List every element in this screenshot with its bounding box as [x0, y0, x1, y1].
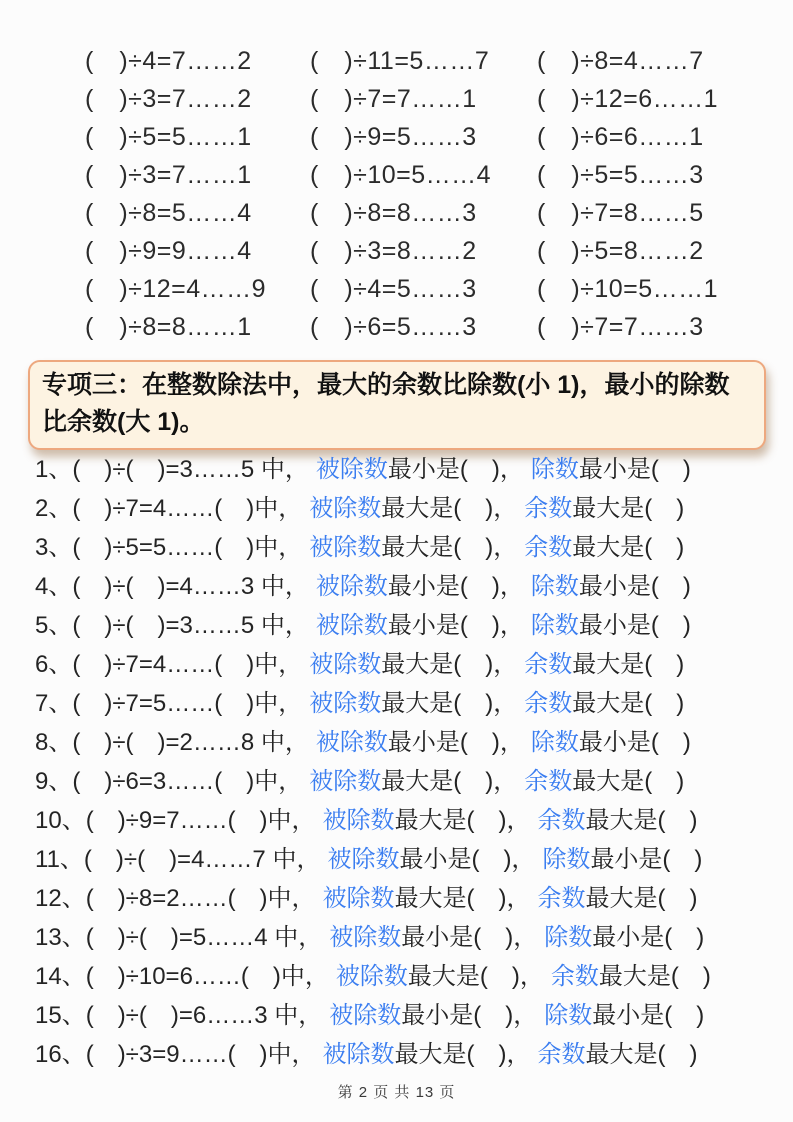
- equation-cell: ( )÷8=8……1: [85, 313, 252, 341]
- question-tail: 最大是( ): [572, 534, 685, 561]
- question-mid: 最大是( )，: [394, 1041, 531, 1068]
- equation-cell: ( )÷3=7……1: [85, 161, 252, 189]
- equation-cell: ( )÷12=4……9: [85, 275, 267, 303]
- question-number: 4、: [35, 573, 73, 600]
- question-row: [35, 915, 781, 954]
- equation-cell: ( )÷8=8……3: [310, 199, 477, 227]
- question-number: 1、: [35, 456, 73, 483]
- highlighted-term-first: 被除数: [322, 1041, 395, 1068]
- question-equation: ( )÷( )=3……5 中，: [72, 456, 309, 483]
- equation-cell: ( )÷7=8……5: [537, 199, 704, 227]
- question-equation: ( )÷3=9……( )中，: [85, 1041, 316, 1068]
- question-tail: 最大是( ): [572, 495, 685, 522]
- equation-cell: ( )÷9=5……3: [310, 123, 477, 151]
- question-row: [35, 759, 781, 798]
- highlighted-term-first: 被除数: [329, 1002, 402, 1029]
- question-equation: ( )÷( )=3……5 中，: [72, 612, 309, 639]
- highlighted-term-second: 除数: [530, 456, 579, 483]
- question-equation: ( )÷( )=4……3 中，: [72, 573, 309, 600]
- equation-cell: ( )÷6=6……1: [537, 123, 704, 151]
- question-mid: 最大是( )，: [394, 807, 531, 834]
- question-number: 5、: [35, 612, 73, 639]
- question-row: [35, 525, 781, 564]
- highlighted-term-second: 除数: [530, 729, 579, 756]
- question-equation: ( )÷( )=2……8 中，: [72, 729, 309, 756]
- highlighted-term-first: 被除数: [309, 495, 382, 522]
- equation-cell: ( )÷12=6……1: [537, 85, 719, 113]
- highlighted-term-second: 余数: [524, 495, 573, 522]
- question-tail: 最大是( ): [572, 651, 685, 678]
- question-row: [35, 642, 781, 681]
- question-equation: ( )÷9=7……( )中，: [85, 807, 316, 834]
- question-mid: 最大是( )，: [381, 651, 518, 678]
- question-row: [35, 954, 781, 993]
- equation-cell: ( )÷8=4……7: [537, 47, 704, 75]
- equation-cell: ( )÷8=5……4: [85, 199, 252, 227]
- highlighted-term-first: 被除数: [315, 456, 388, 483]
- highlighted-term-second: 除数: [530, 573, 579, 600]
- question-tail: 最小是( ): [592, 924, 705, 951]
- highlighted-term-second: 余数: [524, 768, 573, 795]
- question-number: 11、: [35, 846, 84, 873]
- highlighted-term-second: 余数: [537, 1041, 586, 1068]
- highlighted-term-second: 除数: [544, 1002, 593, 1029]
- question-mid: 最小是( )，: [387, 456, 524, 483]
- question-mid: 最大是( )，: [381, 495, 518, 522]
- question-number: 7、: [35, 690, 73, 717]
- question-tail: 最大是( ): [585, 885, 698, 912]
- question-number: 10、: [35, 807, 86, 834]
- question-row: [35, 798, 781, 837]
- equation-cell: ( )÷10=5……1: [537, 275, 719, 303]
- question-mid: 最小是( )，: [399, 846, 536, 873]
- question-row: [35, 564, 781, 603]
- highlighted-term-first: 被除数: [335, 963, 408, 990]
- question-row: [35, 993, 781, 1032]
- question-equation: ( )÷( )=5……4 中，: [85, 924, 323, 951]
- highlighted-term-first: 被除数: [309, 534, 382, 561]
- question-number: 9、: [35, 768, 73, 795]
- question-tail: 最小是( ): [578, 456, 691, 483]
- question-row: [35, 447, 781, 486]
- question-equation: ( )÷7=5……( )中，: [72, 690, 303, 717]
- question-mid: 最大是( )，: [407, 963, 544, 990]
- question-row: [35, 681, 781, 720]
- question-tail: 最大是( ): [572, 690, 685, 717]
- equation-cell: ( )÷3=8……2: [310, 237, 477, 265]
- question-mid: 最大是( )，: [381, 690, 518, 717]
- section-header-text: 专项三：在整数除法中，最大的余数比除数(小 1)，最小的除数比余数(大 1)。: [42, 371, 730, 436]
- question-mid: 最大是( )，: [381, 534, 518, 561]
- highlighted-term-second: 余数: [550, 963, 599, 990]
- highlighted-term-first: 被除数: [309, 651, 382, 678]
- question-row: [35, 1032, 781, 1071]
- question-equation: ( )÷10=6……( )中，: [85, 963, 329, 990]
- highlighted-term-second: 余数: [524, 651, 573, 678]
- equation-cell: ( )÷3=7……2: [85, 85, 252, 113]
- equation-cell: ( )÷4=7……2: [85, 47, 252, 75]
- question-equation: ( )÷8=2……( )中，: [85, 885, 316, 912]
- highlighted-term-second: 余数: [524, 534, 573, 561]
- question-number: 8、: [35, 729, 73, 756]
- question-tail: 最小是( ): [592, 1002, 705, 1029]
- highlighted-term-second: 除数: [544, 924, 593, 951]
- question-list: [35, 447, 781, 1071]
- question-tail: 最大是( ): [598, 963, 711, 990]
- highlighted-term-first: 被除数: [315, 612, 388, 639]
- highlighted-term-first: 被除数: [329, 924, 402, 951]
- equation-cell: ( )÷9=9……4: [85, 237, 252, 265]
- question-equation: ( )÷( )=6……3 中，: [85, 1002, 323, 1029]
- question-row: [35, 876, 781, 915]
- question-number: 6、: [35, 651, 73, 678]
- question-tail: 最小是( ): [578, 729, 691, 756]
- highlighted-term-first: 被除数: [309, 690, 382, 717]
- page-number: 第 2 页 共 13 页: [337, 1084, 456, 1101]
- equation-cell: ( )÷5=8……2: [537, 237, 704, 265]
- equation-cell: ( )÷5=5……1: [85, 123, 252, 151]
- highlighted-term-first: 被除数: [315, 729, 388, 756]
- highlighted-term-second: 余数: [524, 690, 573, 717]
- question-equation: ( )÷5=5……( )中，: [72, 534, 303, 561]
- question-mid: 最大是( )，: [381, 768, 518, 795]
- question-row: [35, 720, 781, 759]
- question-number: 15、: [35, 1002, 86, 1029]
- highlighted-term-second: 除数: [530, 612, 579, 639]
- equation-cell: ( )÷7=7……1: [310, 85, 477, 113]
- question-row: [35, 603, 781, 642]
- question-row: [35, 486, 781, 525]
- question-number: 13、: [35, 924, 86, 951]
- question-mid: 最大是( )，: [394, 885, 531, 912]
- question-tail: 最小是( ): [578, 612, 691, 639]
- question-mid: 最小是( )，: [401, 924, 538, 951]
- equation-cell: ( )÷10=5……4: [310, 161, 492, 189]
- question-tail: 最大是( ): [585, 807, 698, 834]
- question-tail: 最大是( ): [585, 1041, 698, 1068]
- highlighted-term-second: 余数: [537, 885, 586, 912]
- highlighted-term-second: 余数: [537, 807, 586, 834]
- question-equation: ( )÷6=3……( )中，: [72, 768, 303, 795]
- question-number: 12、: [35, 885, 86, 912]
- question-row: [35, 837, 781, 876]
- question-number: 2、: [35, 495, 73, 522]
- question-number: 16、: [35, 1041, 86, 1068]
- equation-cell: ( )÷5=5……3: [537, 161, 704, 189]
- equation-cell: ( )÷11=5……7: [310, 47, 490, 75]
- question-number: 14、: [35, 963, 86, 990]
- highlighted-term-first: 被除数: [322, 885, 395, 912]
- question-tail: 最小是( ): [578, 573, 691, 600]
- question-number: 3、: [35, 534, 73, 561]
- equation-cell: ( )÷6=5……3: [310, 313, 477, 341]
- section-header-box: [28, 360, 766, 450]
- question-mid: 最小是( )，: [387, 612, 524, 639]
- question-equation: ( )÷( )=4……7 中，: [83, 846, 321, 873]
- highlighted-term-second: 除数: [542, 846, 591, 873]
- highlighted-term-first: 被除数: [309, 768, 382, 795]
- highlighted-term-first: 被除数: [327, 846, 400, 873]
- question-mid: 最小是( )，: [387, 729, 524, 756]
- question-equation: ( )÷7=4……( )中，: [72, 495, 303, 522]
- question-tail: 最小是( ): [590, 846, 703, 873]
- equation-cell: ( )÷7=7……3: [537, 313, 704, 341]
- equation-cell: ( )÷4=5……3: [310, 275, 477, 303]
- equations-grid: [85, 40, 783, 344]
- question-tail: 最大是( ): [572, 768, 685, 795]
- question-mid: 最小是( )，: [387, 573, 524, 600]
- question-equation: ( )÷7=4……( )中，: [72, 651, 303, 678]
- highlighted-term-first: 被除数: [322, 807, 395, 834]
- question-mid: 最小是( )，: [401, 1002, 538, 1029]
- highlighted-term-first: 被除数: [315, 573, 388, 600]
